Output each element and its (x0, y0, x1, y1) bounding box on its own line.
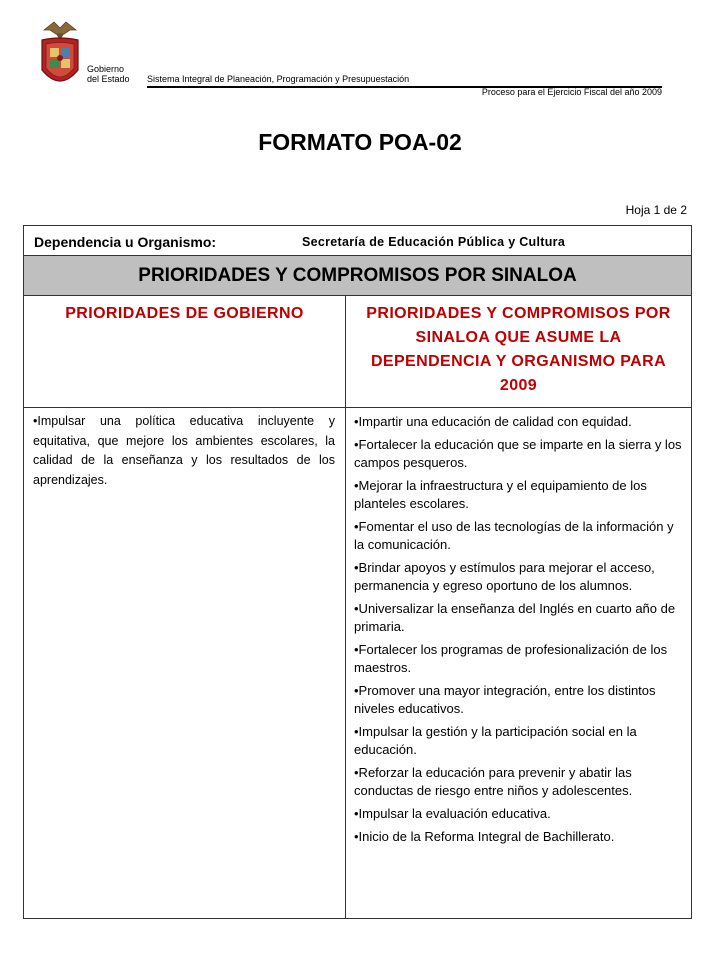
section-band-title: PRIORIDADES Y COMPROMISOS POR SINALOA (24, 256, 691, 296)
dependency-value: Secretaría de Educación Pública y Cultura (302, 235, 566, 249)
list-item: •Mejorar la infraestructura y el equipamiento de los planteles escolares. (354, 478, 647, 511)
list-item: •Brindar apoyos y estímulos para mejorar el acceso, permanencia y egreso oportuno de los alumnos. (354, 560, 655, 593)
government-priority-item: •Impulsar una política educativa incluyente y equitativa, que mejore los ambientes escolares, la calidad de la enseñanza y los resultados de los aprendizajes. (33, 414, 335, 487)
commitments-list (354, 413, 684, 851)
list-item: •Impulsar la gestión y la participación social en la educación. (354, 724, 637, 757)
sheet-number: Hoja 1 de 2 (625, 203, 687, 217)
dependency-label: Dependencia u Organismo: (34, 234, 217, 250)
process-title: Proceso para el Ejercicio Fiscal del año 2009 (481, 87, 662, 97)
list-item: •Inicio de la Reforma Integral de Bachillerato. (354, 829, 615, 844)
list-item: •Fomentar el uso de las tecnologías de la información y la comunicación. (354, 519, 674, 552)
gov-line-1: Gobierno (87, 64, 125, 74)
government-label (87, 64, 130, 84)
gov-line-2: del Estado (87, 74, 130, 84)
system-title (147, 74, 662, 84)
list-item: •Reforzar la educación para prevenir y abatir las conductas de riesgo entre niños y adolescentes. (354, 765, 633, 798)
column-header-left-text: PRIORIDADES DE GOBIERNO (65, 305, 304, 322)
column-header-right-text: PRIORIDADES Y COMPROMISOS POR SINALOA QUE ASUME LA DEPENDENCIA Y ORGANISMO PARA 2009 (366, 305, 671, 394)
priorities-table (23, 225, 692, 919)
list-item: •Promover una mayor integración, entre los distintos niveles educativos. (354, 683, 656, 716)
dependency-row (24, 226, 691, 256)
list-item: •Universalizar la enseñanza del Inglés en cuarto año de primaria. (354, 601, 676, 634)
system-title-text: Sistema Integral de Planeación, Programación y Presupuestación (147, 74, 410, 84)
document-title: FORMATO POA-02 (258, 129, 462, 155)
column-header-commitments (346, 302, 691, 398)
list-item: •Impartir una educación de calidad con equidad. (354, 414, 632, 429)
list-item: •Impulsar la evaluación educativa. (354, 806, 551, 821)
state-coat-of-arms-icon (36, 18, 84, 96)
column-header-government-priorities (24, 302, 345, 326)
list-item: •Fortalecer la educación que se imparte en la sierra y los campos pesqueros. (354, 437, 682, 470)
list-item: •Fortalecer los programas de profesionalización de los maestros. (354, 642, 668, 675)
header-row-divider (24, 407, 691, 408)
